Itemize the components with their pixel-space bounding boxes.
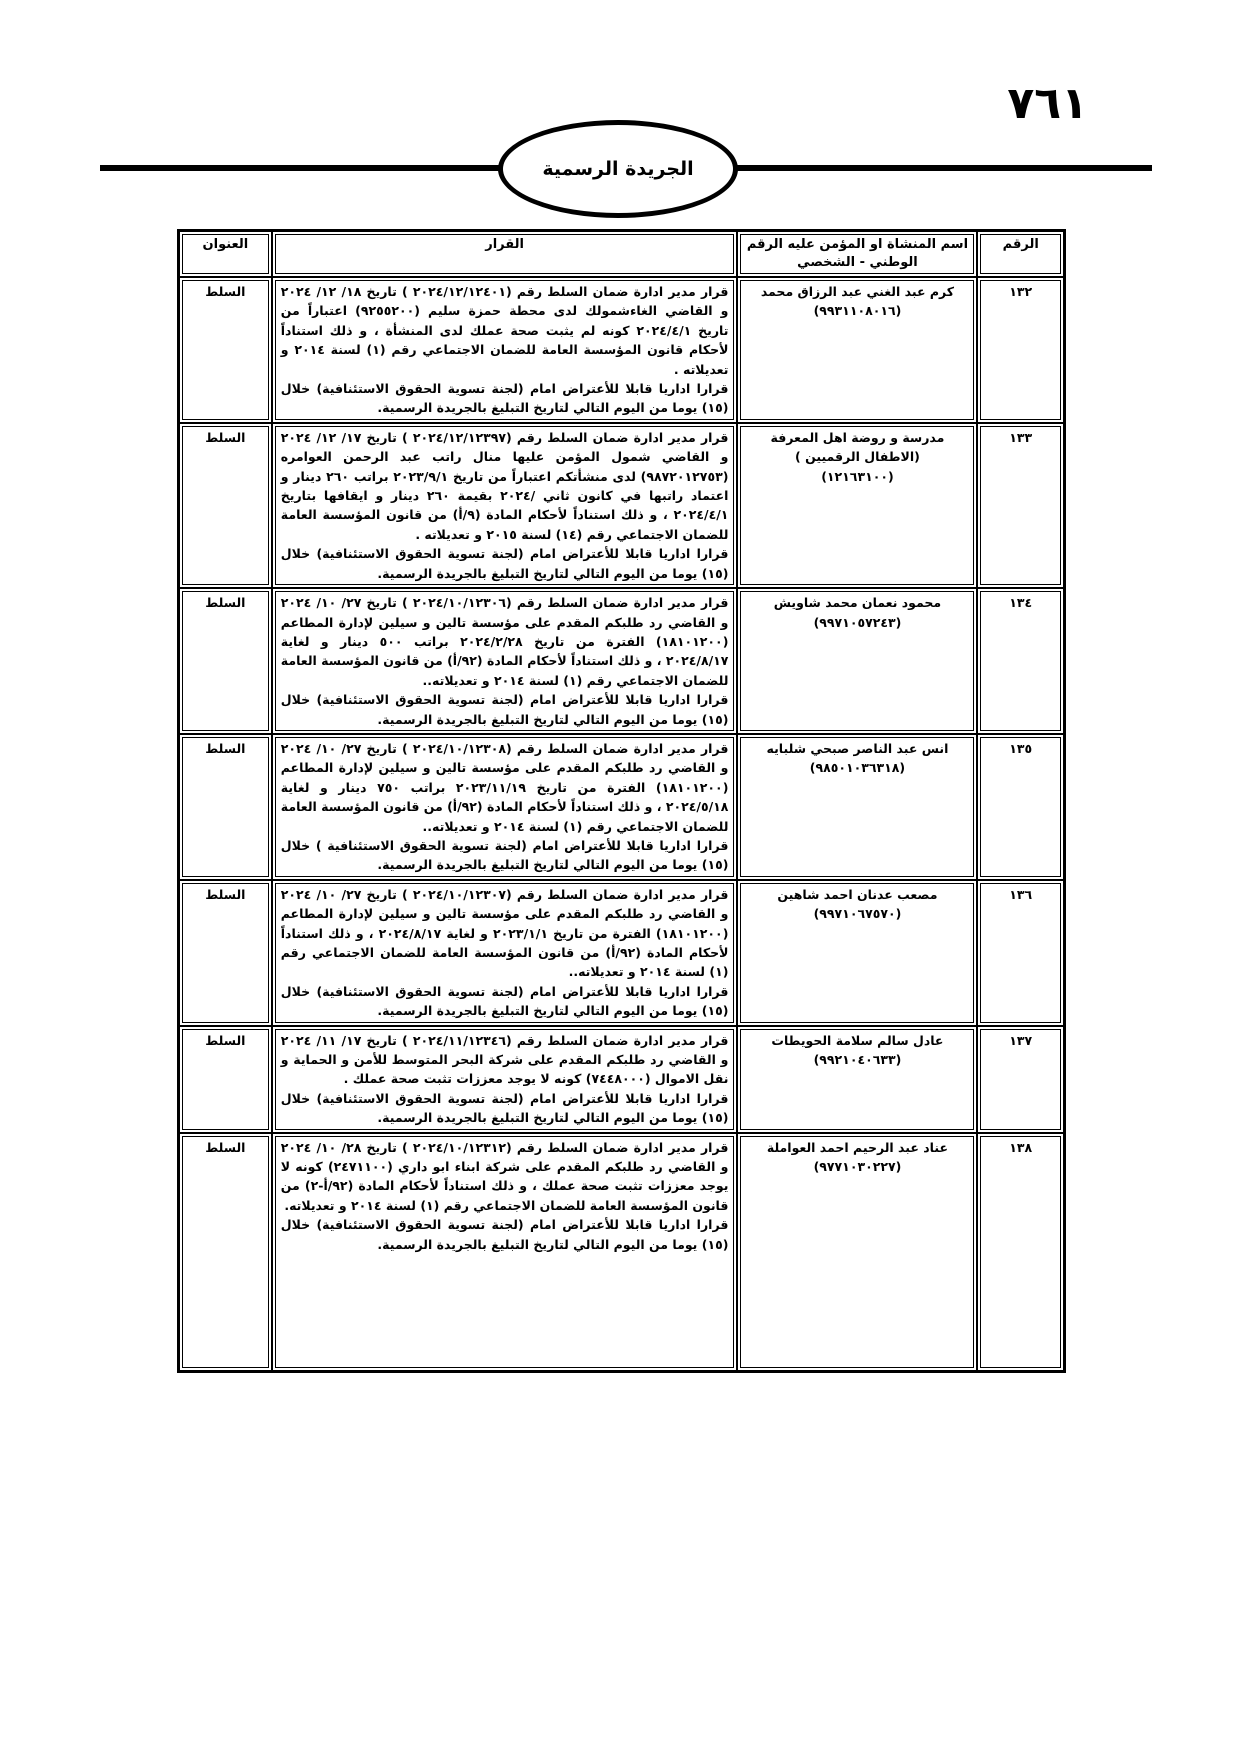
row-name-cell bbox=[737, 588, 977, 734]
row-name-cell bbox=[737, 277, 977, 423]
row-national-id: (٩٩٣١١٠٨٠١٦) bbox=[813, 303, 902, 319]
header-decision: القرار bbox=[272, 231, 738, 277]
records-table bbox=[177, 229, 1066, 1373]
header-address: العنوان bbox=[179, 231, 272, 277]
row-name-cell bbox=[737, 1026, 977, 1133]
table-row bbox=[179, 277, 1064, 423]
table-row bbox=[179, 734, 1064, 880]
row-name: مدرسة و روضة اهل المعرفة bbox=[770, 429, 945, 445]
row-name: انس عبد الناصر صبحي شلبايه bbox=[766, 740, 949, 756]
row-decision-cell bbox=[272, 277, 738, 423]
row-name-cell bbox=[737, 423, 977, 588]
row-address: السلط bbox=[179, 588, 272, 734]
row-number: ١٣٥ bbox=[977, 734, 1064, 880]
row-name-extra: (الاطفال الرقميين ) bbox=[795, 449, 920, 465]
row-number: ١٣٤ bbox=[977, 588, 1064, 734]
row-national-id: (٩٩٢١٠٤٠٦٣٣) bbox=[813, 1052, 902, 1068]
gazette-title: الجريدة الرسمية bbox=[542, 158, 694, 180]
header-oval bbox=[498, 120, 738, 218]
row-appeal-text: قرارا اداريا قابلا للأعتراض امام (لجنة تسوية الحقوق الاستئنافية) خلال (١٥) يوما من اليوم التالي لتاريخ التبليغ بالجريدة الرسمية. bbox=[280, 381, 729, 416]
row-national-id: (٩٧٧١٠٣٠٢٢٧) bbox=[813, 1159, 902, 1175]
row-number: ١٣٣ bbox=[977, 423, 1064, 588]
row-name-cell bbox=[737, 1133, 977, 1371]
row-name: مصعب عدنان احمد شاهين bbox=[777, 886, 938, 902]
row-appeal-text: قرارا اداريا قابلا للأعتراض امام (لجنة تسوية الحقوق الاستئنافية) خلال (١٥) يوما من اليوم التالي لتاريخ التبليغ بالجريدة الرسمية. bbox=[280, 692, 729, 727]
row-decision-text: قرار مدير ادارة ضمان السلط رقم (٢٠٢٤/١٢/١٢٤٠١ ) تاريخ ١٨/ ١٢/ ٢٠٢٤ و القاضي الغاءشمولك لدى محطة حمزة سليم (٩٢٥٥٢٠٠) اعتباراً من تاريخ ٢٠٢٤/٤/١ كونه لم يثبت صحة عملك لدى المنشأة ، و ذلك استناداً لأحكام قانون المؤسسة العامة للضمان الاجتماعي رقم (١) لسنة ٢٠١٤ و تعديلاته . bbox=[280, 284, 729, 377]
row-address: السلط bbox=[179, 1133, 272, 1371]
table-row bbox=[179, 1026, 1064, 1133]
row-national-id: (٩٨٥٠١٠٣٦٣١٨) bbox=[809, 760, 906, 776]
row-name: محمود نعمان محمد شاويش bbox=[773, 595, 942, 611]
row-address: السلط bbox=[179, 277, 272, 423]
row-number: ١٣٨ bbox=[977, 1133, 1064, 1371]
table-row bbox=[179, 423, 1064, 588]
row-national-id: (١٢١٦٣١٠٠) bbox=[821, 468, 894, 484]
row-national-id: (٩٩٧١٠٦٧٥٧٠) bbox=[813, 906, 902, 922]
row-name-cell bbox=[737, 880, 977, 1026]
row-name-cell bbox=[737, 734, 977, 880]
row-decision-cell bbox=[272, 1026, 738, 1133]
table-row bbox=[179, 588, 1064, 734]
table-header-row bbox=[179, 231, 1064, 277]
row-appeal-text: قرارا اداريا قابلا للأعتراض امام (لجنة تسوية الحقوق الاستئنافية) خلال (١٥) يوما من اليوم التالي لتاريخ التبليغ بالجريدة الرسمية. bbox=[280, 1217, 729, 1252]
row-appeal-text: قرارا اداريا قابلا للأعتراض امام (لجنة تسوية الحقوق الاستئنافية) خلال (١٥) يوما من اليوم التالي لتاريخ التبليغ بالجريدة الرسمية. bbox=[280, 983, 729, 1019]
row-decision-cell bbox=[272, 588, 738, 734]
row-decision-text: قرار مدير ادارة ضمان السلط رقم (٢٠٢٤/١٠/١٢٣١٢ ) تاريخ ٢٨/ ١٠/ ٢٠٢٤ و القاضي رد طلبكم المقدم على شركة ابناء ابو داري (٢٤٧١١٠٠) كونه لا يوجد معززات تثبت صحة عملك ، و ذلك استناداً لأحكام المادة (٩٢/أ-٢) من قانون المؤسسة العامة للضمان الاجتماعي رقم (١) لسنة ٢٠١٤ و تعديلاته. bbox=[280, 1139, 729, 1213]
row-decision-cell bbox=[272, 734, 738, 880]
row-address: السلط bbox=[179, 423, 272, 588]
row-appeal-text: قرارا اداريا قابلا للأعتراض امام (لجنة تسوية الحقوق الاستئنافية ) خلال (١٥) يوما من اليوم التالي لتاريخ التبليغ بالجريدة الرسمية. bbox=[280, 837, 729, 873]
row-number: ١٣٢ bbox=[977, 277, 1064, 423]
row-number: ١٣٧ bbox=[977, 1026, 1064, 1133]
header-name: اسم المنشاة او المؤمن عليه الرقم الوطني - الشخصي bbox=[737, 231, 977, 277]
row-name: عناد عبد الرحيم احمد العواملة bbox=[766, 1139, 949, 1155]
row-decision-text: قرار مدير ادارة ضمان السلط رقم (٢٠٢٤/١٠/١٢٣٠٧ ) تاريخ ٢٧/ ١٠/ ٢٠٢٤ و القاضي رد طلبكم المقدم على مؤسسة تالين و سيلين لإدارة المطاعم (١٨١٠١٢٠٠) الفترة من تاريخ ٢٠٢٣/١/١ و لغاية ٢٠٢٤/٨/١٧ ، و ذلك استناداً لأحكام المادة (٩٢/أ) من قانون المؤسسة العامة للضمان الاجتماعي رقم (١) لسنة ٢٠١٤ و تعديلاته.. bbox=[280, 886, 729, 980]
row-address: السلط bbox=[179, 734, 272, 880]
row-name: كرم عبد الغني عبد الرزاق محمد bbox=[760, 284, 955, 299]
row-decision-text: قرار مدير ادارة ضمان السلط رقم (٢٠٢٤/١٠/١٢٣٠٨ ) تاريخ ٢٧/ ١٠/ ٢٠٢٤ و القاضي رد طلبكم المقدم على مؤسسة تالين و سيلين لإدارة المطاعم (١٨١٠١٢٠٠) الفترة من تاريخ ٢٠٢٣/١١/١٩ براتب ٧٥٠ دينار و لغاية ٢٠٢٤/٥/١٨ ، و ذلك استناداً لأحكام المادة (٩٢/أ) من قانون المؤسسة العامة للضمان الاجتماعي رقم (١) لسنة ٢٠١٤ و تعديلاته.. bbox=[280, 740, 729, 834]
row-address: السلط bbox=[179, 880, 272, 1026]
page-number: ٧٦١ bbox=[1007, 78, 1088, 129]
row-national-id: (٩٩٧١٠٥٧٢٤٣) bbox=[813, 614, 902, 630]
row-decision-text: قرار مدير ادارة ضمان السلط رقم (٢٠٢٤/١١/١٢٣٤٦ ) تاريخ ١٧/ ١١/ ٢٠٢٤ و القاضي رد طلبكم المقدم على شركة البحر المتوسط للأمن و الحماية و نقل الاموال (٧٤٤٨٠٠٠) كونه لا يوجد معززات تثبت صحة عملك . bbox=[280, 1032, 729, 1087]
row-appeal-text: قرارا اداريا قابلا للأعتراض امام (لجنة تسوية الحقوق الاستئنافية) خلال (١٥) يوما من اليوم التالي لتاريخ التبليغ بالجريدة الرسمية. bbox=[280, 546, 729, 581]
row-number: ١٣٦ bbox=[977, 880, 1064, 1026]
table-row bbox=[179, 1133, 1064, 1371]
row-decision-cell bbox=[272, 423, 738, 588]
table-row bbox=[179, 880, 1064, 1026]
row-decision-text: قرار مدير ادارة ضمان السلط رقم (٢٠٢٤/١٠/١٢٣٠٦ ) تاريخ ٢٧/ ١٠/ ٢٠٢٤ و القاضي رد طلبكم المقدم على مؤسسة تالين و سيلين لإدارة المطاعم (١٨١٠١٢٠٠) الفترة من تاريخ ٢٠٢٤/٢/٢٨ براتب ٥٠٠ دينار و لغاية ٢٠٢٤/٨/١٧ ، و ذلك استناداً لأحكام المادة (٩٢/أ) من قانون المؤسسة العامة للضمان الاجتماعي رقم (١) لسنة ٢٠١٤ و تعديلاته.. bbox=[280, 595, 729, 688]
row-decision-cell bbox=[272, 1133, 738, 1371]
row-address: السلط bbox=[179, 1026, 272, 1133]
row-decision-cell bbox=[272, 880, 738, 1026]
row-appeal-text: قرارا اداريا قابلا للأعتراض امام (لجنة تسوية الحقوق الاستئنافية) خلال (١٥) يوما من اليوم التالي لتاريخ التبليغ بالجريدة الرسمية. bbox=[280, 1090, 729, 1126]
row-decision-text: قرار مدير ادارة ضمان السلط رقم (٢٠٢٤/١٢/١٢٣٩٧ ) تاريخ ١٧/ ١٢/ ٢٠٢٤ و القاضي شمول المؤمن عليها منال راتب عبد الرحمن العوامره (٩٨٧٢٠١٢٧٥٣) لدى منشأتكم اعتباراً من تاريخ ٢٠٢٣/٩/١ براتب ٢٦٠ دينار و اعتماد راتبها في كانون ثاني /٢٠٢٤ بقيمة ٢٦٠ دينار و ايقافها بتاريخ ٢٠٢٤/٤/١ ، و ذلك استناداً لأحكام المادة (٩/أ) من قانون المؤسسة العامة للضمان الاجتماعي رقم (١٤) لسنة ٢٠١٥ و تعديلاته . bbox=[280, 429, 729, 542]
header-number: الرقم bbox=[977, 231, 1064, 277]
row-name: عادل سالم سلامة الحويطات bbox=[771, 1032, 944, 1048]
